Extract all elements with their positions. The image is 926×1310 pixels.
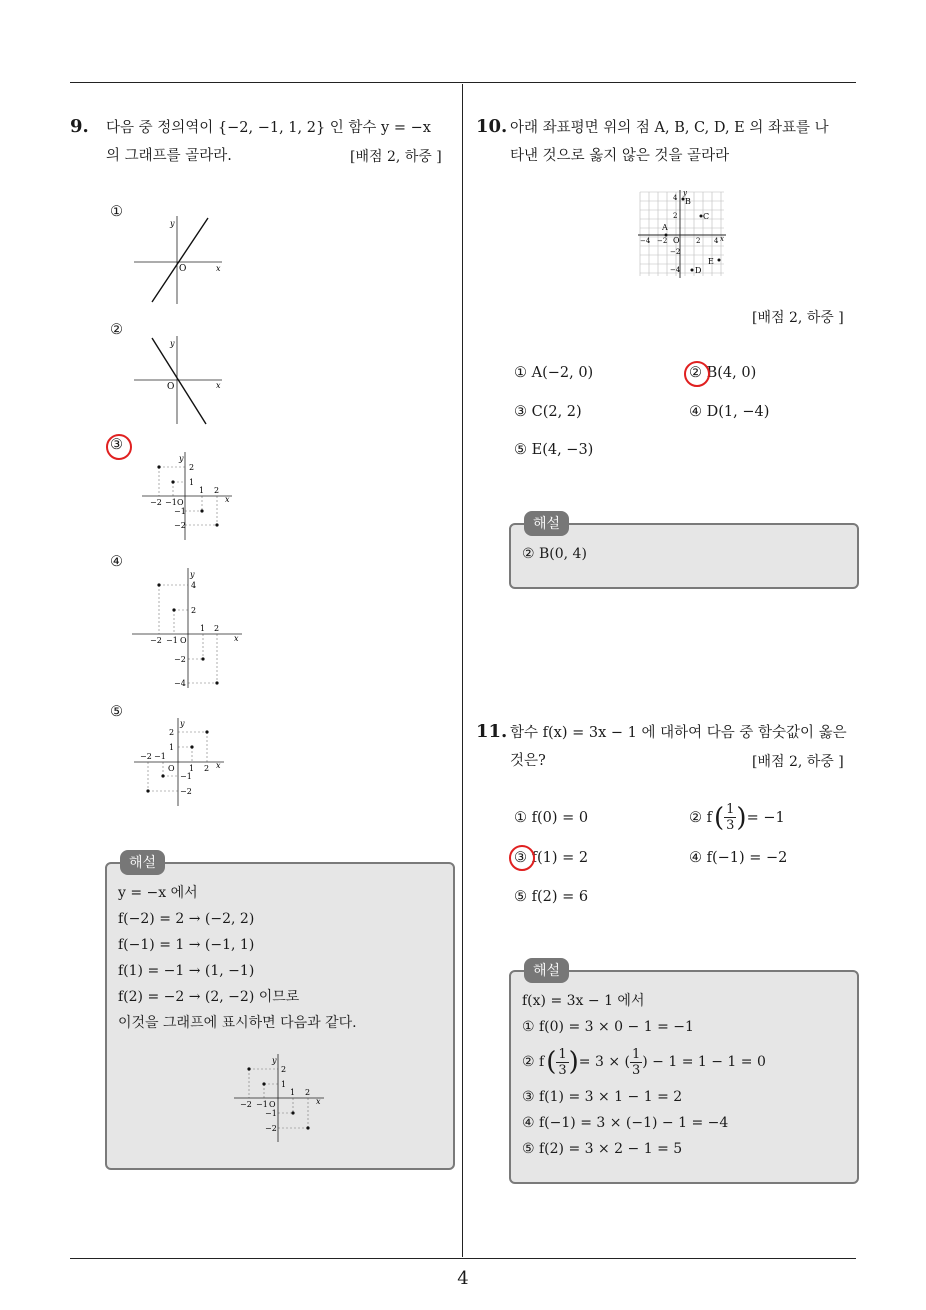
tick-label: 2	[696, 237, 701, 245]
paren-right: )	[568, 1047, 579, 1077]
fraction-denominator: 3	[558, 1062, 567, 1078]
q11-option-1[interactable]: ① f(0) = 0	[514, 810, 589, 826]
page-number: 4	[457, 1268, 469, 1289]
tick-label: 1	[290, 1088, 296, 1097]
point	[190, 745, 193, 748]
q11-option-5[interactable]: ⑤ f(2) = 6	[514, 889, 589, 905]
q11-option-3[interactable]: ③ f(1) = 2	[514, 850, 589, 866]
tick-label: 4	[673, 194, 678, 202]
point	[291, 1111, 294, 1114]
y-label: y	[170, 219, 175, 228]
point	[161, 774, 164, 777]
q9-graph-1[interactable]	[130, 212, 230, 307]
q11-option-4[interactable]: ④ f(−1) = −2	[689, 850, 788, 866]
label-c: C	[703, 212, 710, 221]
sol-end: ) − 1 = 1 − 1 = 0	[642, 1054, 766, 1070]
q11-solution-line: ④ f(−1) = 3 × (−1) − 1 = −4	[522, 1115, 729, 1131]
tick-label: −2	[174, 521, 186, 530]
q11-meta: [배점 2, 하중 ]	[752, 754, 844, 770]
tick-label: 2	[204, 764, 210, 773]
point	[171, 480, 174, 483]
q9-solution-line: f(−1) = 1 → (−1, 1)	[118, 937, 255, 953]
tick-label: −2	[180, 787, 192, 796]
tick-label: −2	[140, 752, 152, 761]
tick-label: −2	[657, 237, 668, 245]
x-label: x	[234, 634, 239, 643]
q9-text-line2: 의 그래프를 골라라.	[106, 148, 232, 164]
origin-label: O	[177, 498, 184, 507]
tick-label: −1	[256, 1100, 268, 1109]
q10-meta: [배점 2, 하중 ]	[752, 310, 844, 326]
tick-label: −4	[670, 266, 681, 274]
y-label: y	[683, 189, 687, 197]
q9-solution-line: y = −x 에서	[118, 885, 198, 901]
tick-label: 2	[214, 624, 220, 633]
q11-option-2-rest: = −1	[746, 809, 785, 826]
q9-option-5-mark[interactable]: ⑤	[110, 704, 123, 720]
q10-number: 10.	[476, 116, 508, 137]
origin-label: O	[180, 636, 187, 645]
point	[172, 608, 175, 611]
q10-text-line1: 아래 좌표평면 위의 점 A, B, C, D, E 의 좌표를 나	[510, 120, 829, 136]
tick-label: 1	[199, 486, 205, 495]
fraction	[724, 802, 736, 833]
q9-graph-2[interactable]	[130, 332, 230, 427]
origin-label: O	[269, 1100, 276, 1109]
q10-text	[510, 114, 829, 170]
tick-label: −2	[174, 655, 186, 664]
tick-label: −1	[174, 507, 186, 516]
tick-label: −1	[265, 1109, 277, 1118]
paren-left: (	[713, 802, 725, 833]
point	[262, 1082, 265, 1085]
point	[306, 1126, 309, 1129]
paren-left: (	[546, 1047, 557, 1077]
tick-label: −2	[265, 1124, 277, 1133]
q9-option-1-mark[interactable]: ①	[110, 204, 123, 220]
q9-text-line1: 다음 중 정의역이 {−2, −1, 1, 2} 인 함수 y = −x	[106, 120, 431, 136]
paren-right: )	[736, 802, 747, 833]
q10-solution-line: ② B(0, 4)	[522, 546, 587, 562]
fraction-numerator: 1	[558, 1046, 567, 1062]
y-label: y	[272, 1056, 277, 1065]
origin-label: O	[673, 236, 680, 245]
q9-option-2-mark[interactable]: ②	[110, 322, 123, 338]
q9-solution-tag: 해설	[120, 850, 165, 875]
origin-label: O	[179, 264, 187, 274]
graph-line	[152, 338, 206, 424]
point	[215, 523, 218, 526]
q10-solution-text	[522, 541, 587, 567]
q10-option-3[interactable]: ③ C(2, 2)	[514, 404, 582, 420]
tick-label: −1	[154, 752, 166, 761]
tick-label: −1	[180, 772, 192, 781]
tick-label: 2	[214, 486, 220, 495]
label-b: B	[685, 197, 691, 206]
q11-option-2-prefix: ② f	[689, 809, 712, 826]
q9-graph-5[interactable]	[132, 716, 228, 808]
fraction-denominator: 3	[726, 818, 735, 833]
q9-solution-text	[118, 880, 357, 1036]
point	[215, 681, 218, 684]
graph-line	[152, 218, 208, 302]
point	[201, 657, 204, 660]
point	[157, 465, 160, 468]
q10-solution-tag: 해설	[524, 511, 569, 536]
q11-text-line1: 함수 f(x) = 3x − 1 에 대하여 다음 중 함숫값이 옳은	[510, 725, 847, 741]
q11-solution-tag: 해설	[524, 958, 569, 983]
sol-prefix: ② f	[522, 1054, 545, 1070]
q10-selected-circle	[684, 361, 710, 387]
fraction	[630, 1047, 642, 1078]
q9-graph-3[interactable]	[140, 450, 240, 542]
point	[157, 583, 160, 586]
y-label: y	[190, 570, 195, 579]
q10-option-5[interactable]: ⑤ E(4, −3)	[514, 442, 594, 458]
x-label: x	[225, 495, 230, 504]
fraction	[556, 1047, 568, 1078]
q10-option-4[interactable]: ④ D(1, −4)	[689, 404, 770, 420]
q9-solution-graph	[230, 1052, 330, 1144]
q11-solution-line: ③ f(1) = 3 × 1 − 1 = 2	[522, 1089, 683, 1105]
origin-label: O	[167, 382, 175, 392]
q9-solution-line: f(1) = −1 → (1, −1)	[118, 963, 255, 979]
q9-option-4-mark[interactable]: ④	[110, 554, 123, 570]
y-label: y	[180, 719, 185, 728]
q10-option-1[interactable]: ① A(−2, 0)	[514, 365, 594, 381]
tick-label: 2	[189, 463, 195, 472]
q9-solution-line: f(2) = −2 → (2, −2) 이므로	[118, 989, 300, 1005]
tick-label: 4	[191, 581, 197, 590]
q11-solution-line: ① f(0) = 3 × 0 − 1 = −1	[522, 1019, 694, 1035]
q10-text-line2: 타낸 것으로 옳지 않은 것을 골라라	[510, 148, 730, 164]
q11-solution-text	[522, 988, 766, 1162]
fraction-denominator: 3	[631, 1062, 641, 1078]
tick-label: 1	[200, 624, 206, 633]
label-e: E	[708, 257, 714, 266]
q11-number: 11.	[476, 721, 508, 742]
q11-solution-line-fraction	[522, 1040, 766, 1084]
fraction-numerator: 1	[631, 1046, 641, 1062]
label-a: A	[662, 223, 668, 232]
y-label: y	[170, 339, 175, 348]
tick-label: −1	[166, 636, 178, 645]
tick-label: −2	[240, 1100, 252, 1109]
q9-selected-circle	[106, 434, 132, 460]
column-divider	[462, 84, 463, 1257]
tick-label: −1	[165, 498, 177, 507]
bottom-rule	[70, 1258, 856, 1259]
x-label: x	[216, 381, 221, 390]
tick-label: 4	[714, 237, 719, 245]
q11-solution-line: f(x) = 3x − 1 에서	[522, 993, 645, 1009]
top-rule	[70, 82, 856, 83]
q10-option-2[interactable]: ② B(4, 0)	[689, 365, 757, 381]
q11-selected-circle	[509, 845, 535, 871]
tick-label: 1	[169, 743, 175, 752]
q9-meta: [배점 2, 하중 ]	[350, 149, 442, 165]
tick-label: 2	[169, 728, 175, 737]
y-label: y	[179, 454, 184, 463]
tick-label: −4	[640, 237, 651, 245]
sol-mid: = 3 × (	[578, 1054, 630, 1070]
q11-text-line2: 것은?	[510, 753, 546, 769]
tick-label: −2	[150, 636, 162, 645]
point-d	[691, 269, 694, 272]
q11-solution-line: ⑤ f(2) = 3 × 2 − 1 = 5	[522, 1141, 683, 1157]
tick-label: 2	[305, 1088, 311, 1097]
q9-solution-line: f(−2) = 2 → (−2, 2)	[118, 911, 255, 927]
label-d: D	[695, 266, 702, 275]
point	[247, 1067, 250, 1070]
tick-label: 2	[191, 606, 197, 615]
q9-graph-4[interactable]	[130, 566, 246, 690]
tick-label: −4	[174, 679, 186, 688]
point	[205, 730, 208, 733]
tick-label: 1	[189, 478, 195, 487]
q10-coordinate-grid	[636, 188, 728, 280]
point-e	[718, 259, 721, 262]
tick-label: −2	[670, 248, 681, 256]
origin-label: O	[168, 764, 175, 773]
q9-number: 9.	[70, 116, 89, 137]
x-label: x	[720, 235, 724, 243]
q9-option-3-mark[interactable]: ③	[110, 437, 123, 453]
x-label: x	[216, 761, 221, 770]
tick-label: −2	[150, 498, 162, 507]
tick-label: 2	[281, 1065, 287, 1074]
tick-label: 2	[673, 212, 678, 220]
tick-label: 1	[189, 764, 195, 773]
tick-label: 1	[281, 1080, 287, 1089]
q11-option-2[interactable]	[689, 802, 785, 833]
x-label: x	[216, 264, 221, 273]
fraction-numerator: 1	[726, 802, 735, 817]
point	[200, 509, 203, 512]
q9-solution-line: 이것을 그래프에 표시하면 다음과 같다.	[118, 1015, 357, 1031]
x-label: x	[316, 1097, 321, 1106]
point	[146, 789, 149, 792]
